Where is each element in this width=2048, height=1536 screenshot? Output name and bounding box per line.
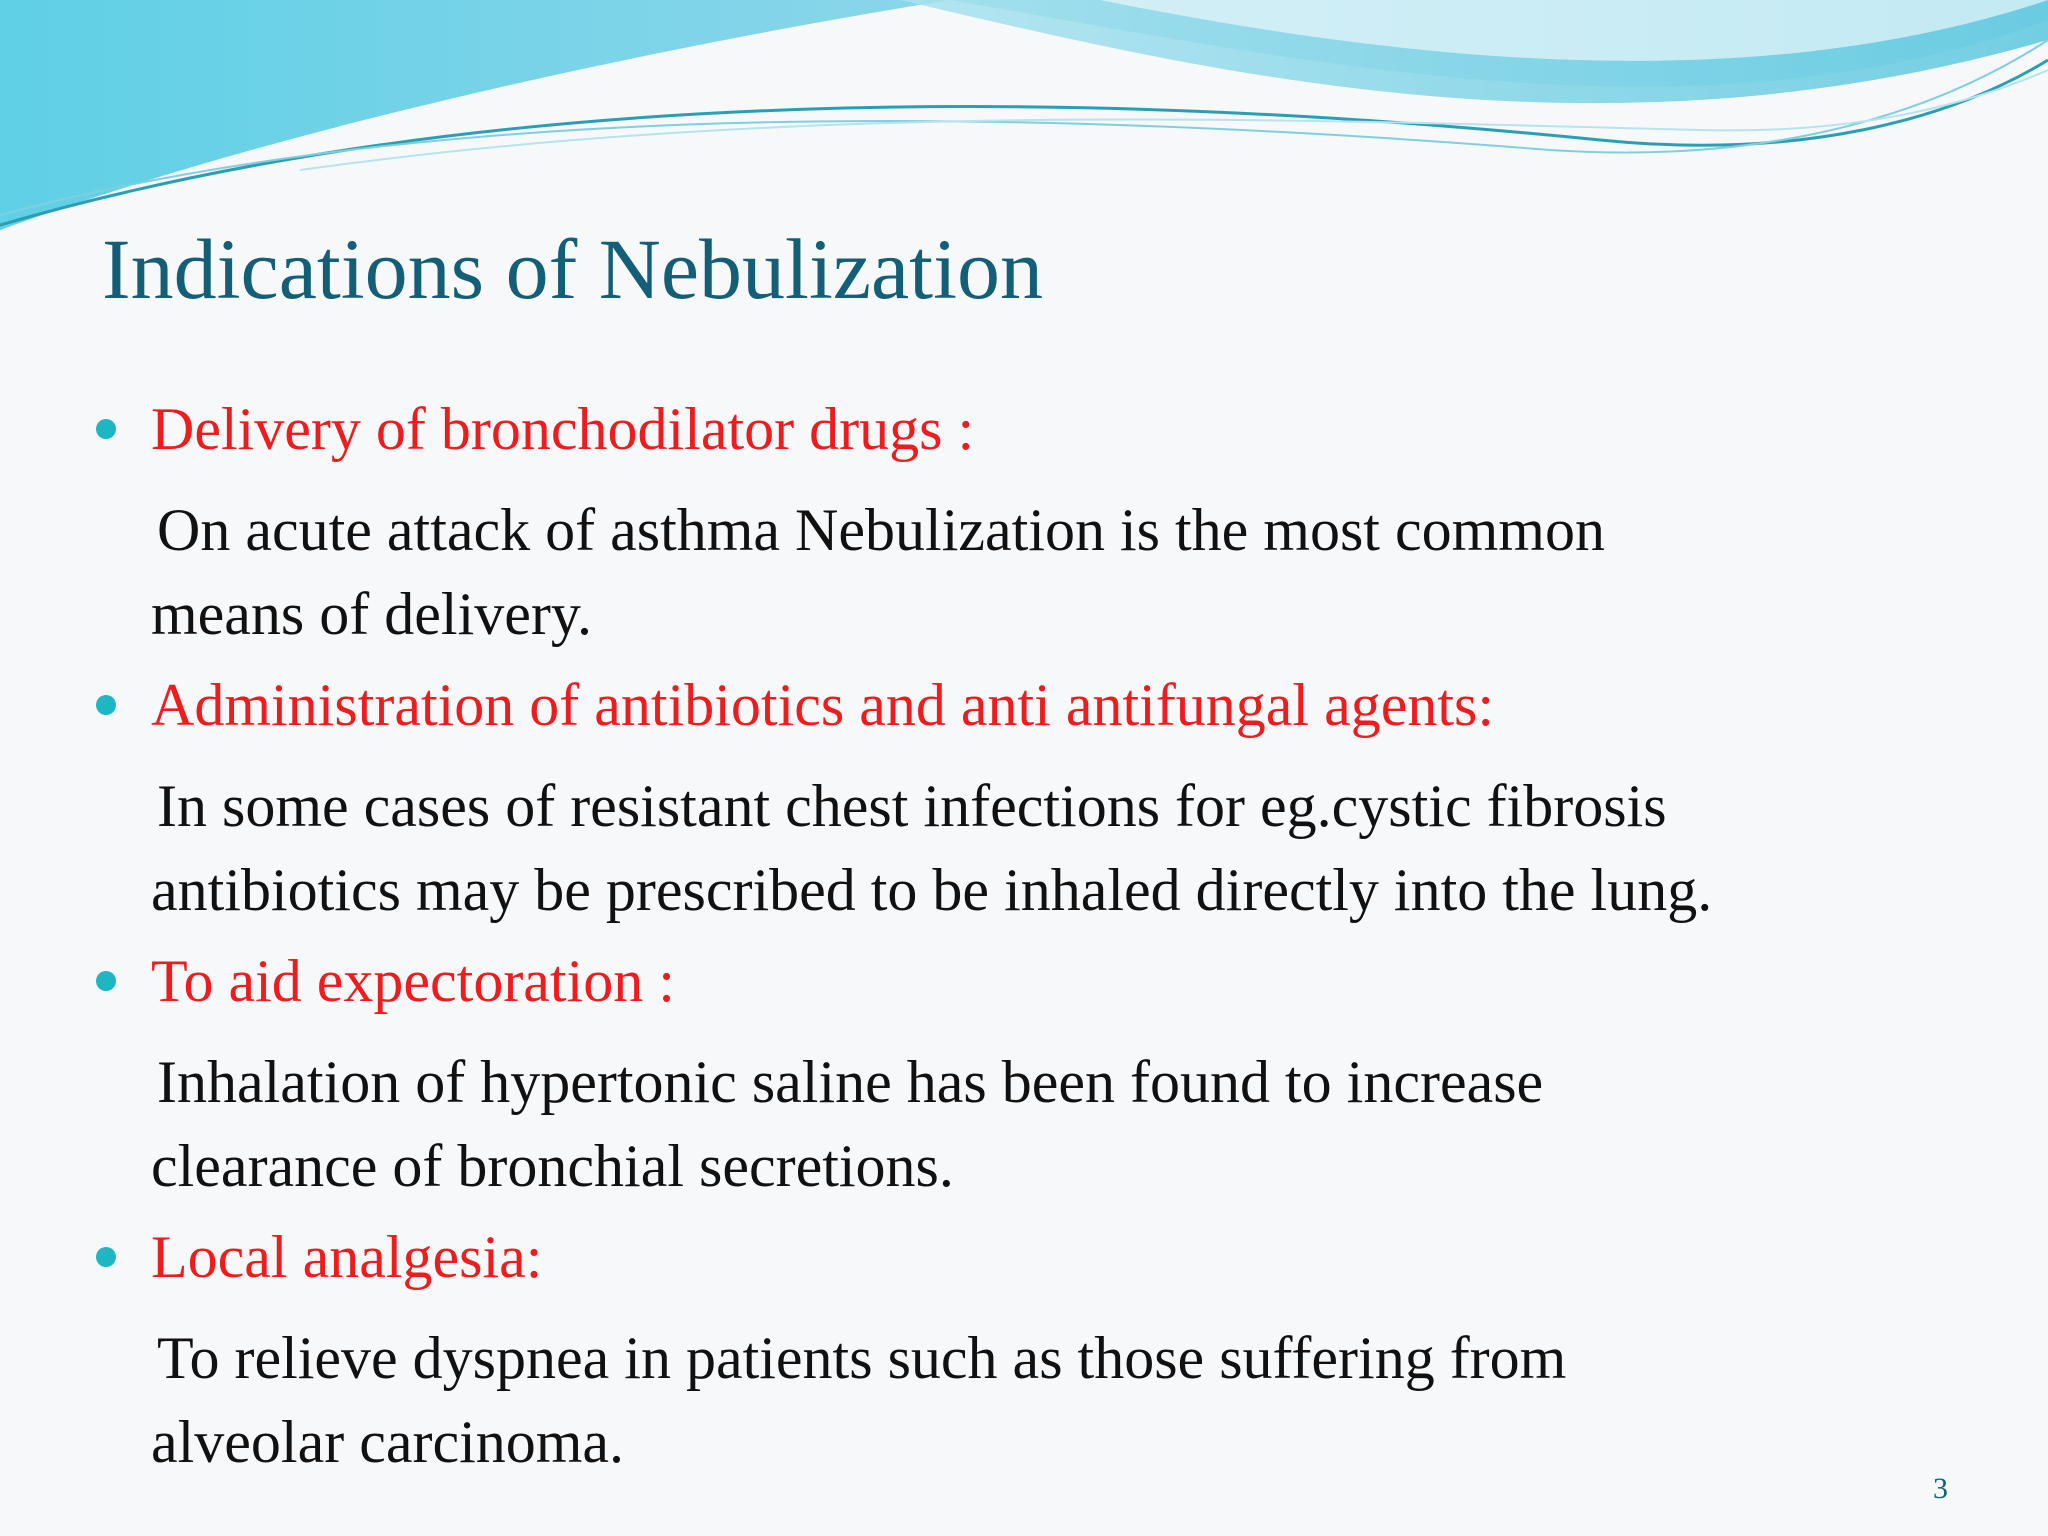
bullet-dot-icon <box>96 971 116 991</box>
list-item-heading: Delivery of bronchodilator drugs : <box>151 396 975 462</box>
list-item-heading: To aid expectoration : <box>151 948 675 1014</box>
list-item <box>96 1220 1976 1484</box>
bullet-list <box>96 392 1976 1496</box>
list-item-text: On acute attack of asthma Nebulization is the most common means of delivery. <box>151 497 1605 647</box>
list-item-text: To relieve dyspnea in patients such as those suffering from alveolar carcinoma. <box>151 1325 1567 1475</box>
bullet-dot-icon <box>96 419 116 439</box>
slide-title: Indications of Nebulization <box>102 221 1043 317</box>
list-item-heading-row <box>96 944 1976 1018</box>
list-item-heading: Administration of antibiotics and anti antifungal agents: <box>151 672 1495 738</box>
list-item-text: In some cases of resistant chest infections for eg.cystic fibrosis antibiotics may be prescribed to be inhaled directly into the lung. <box>151 773 1713 923</box>
bullet-dot-icon <box>96 695 116 715</box>
list-item-heading-row <box>96 1220 1976 1294</box>
bullet-dot-icon <box>96 1247 116 1267</box>
list-item <box>96 944 1976 1208</box>
list-item-text: Inhalation of hypertonic saline has been found to increase clearance of bronchial secretions. <box>151 1049 1544 1199</box>
wave-header-decoration <box>0 0 2048 240</box>
list-item <box>96 668 1976 932</box>
list-item-heading: Local analgesia: <box>151 1224 543 1290</box>
list-item <box>96 392 1976 656</box>
list-item-heading-row <box>96 392 1976 466</box>
list-item-heading-row <box>96 668 1976 742</box>
page-number: 3 <box>1933 1472 1948 1505</box>
